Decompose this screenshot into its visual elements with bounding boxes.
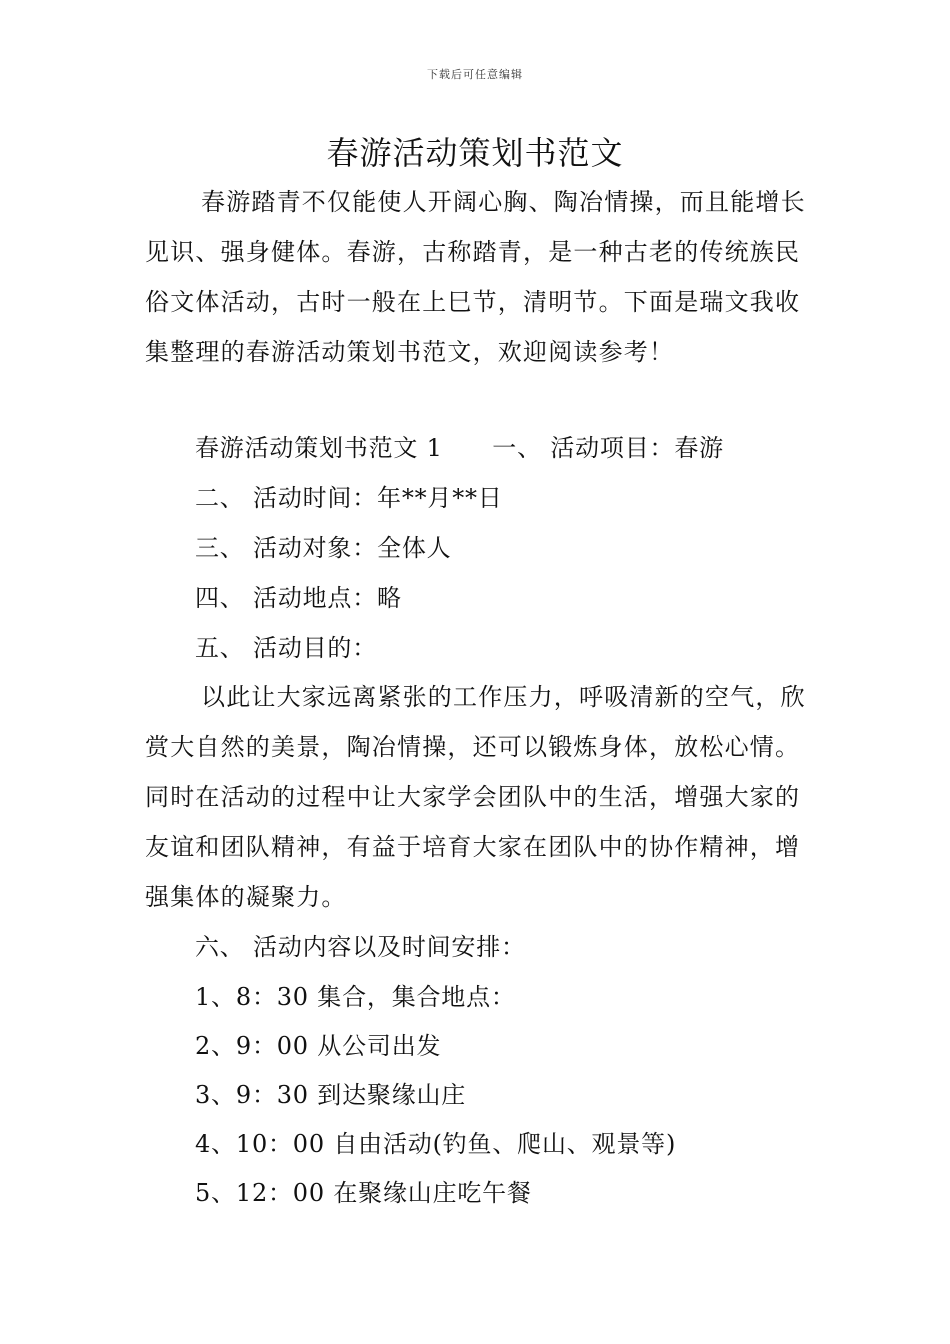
list-item: 二、 活动时间：年**月**日 (195, 484, 503, 512)
section-heading: 春游活动策划书范文 1 一、 活动项目：春游 (195, 434, 724, 462)
list-item: 五、 活动目的： (195, 634, 378, 662)
schedule-heading: 六、 活动内容以及时间安排： (195, 933, 526, 961)
list-item: 三、 活动对象：全体人 (195, 534, 452, 562)
purpose-paragraph: 以此让大家远离紧张的工作压力，呼吸清新的空气，欣赏大自然的美景，陶冶情操，还可以锻炼身体，放松心情。同时在活动的过程中让大家学会团队中的生活，增强大家的友谊和团队精神，有益于培育大家在团队中的协作精神，增强集体的凝聚力。 (145, 683, 806, 911)
intro-paragraph: 春游踏青不仅能使人开阔心胸、陶冶情操，而且能增长见识、强身健体。春游，古称踏青，是一种古老的传统族民俗文体活动，古时一般在上巳节，清明节。下面是瑞文我收集整理的春游活动策划书范文，欢迎阅读参考！ (145, 188, 806, 366)
schedule-item: 3、9：30 到达聚缘山庄 (195, 1081, 467, 1109)
schedule-item: 5、12：00 在聚缘山庄吃午餐 (195, 1179, 532, 1207)
schedule-item: 1、8：30 集合，集合地点： (195, 983, 516, 1011)
schedule-item: 2、9：00 从公司出发 (195, 1032, 442, 1060)
list-item: 四、 活动地点：略 (195, 584, 402, 612)
document-title: 春游活动策划书范文 (326, 134, 624, 172)
schedule-item: 4、10：00 自由活动(钓鱼、爬山、观景等) (195, 1130, 677, 1158)
header-note: 下载后可任意编辑 (427, 68, 523, 81)
